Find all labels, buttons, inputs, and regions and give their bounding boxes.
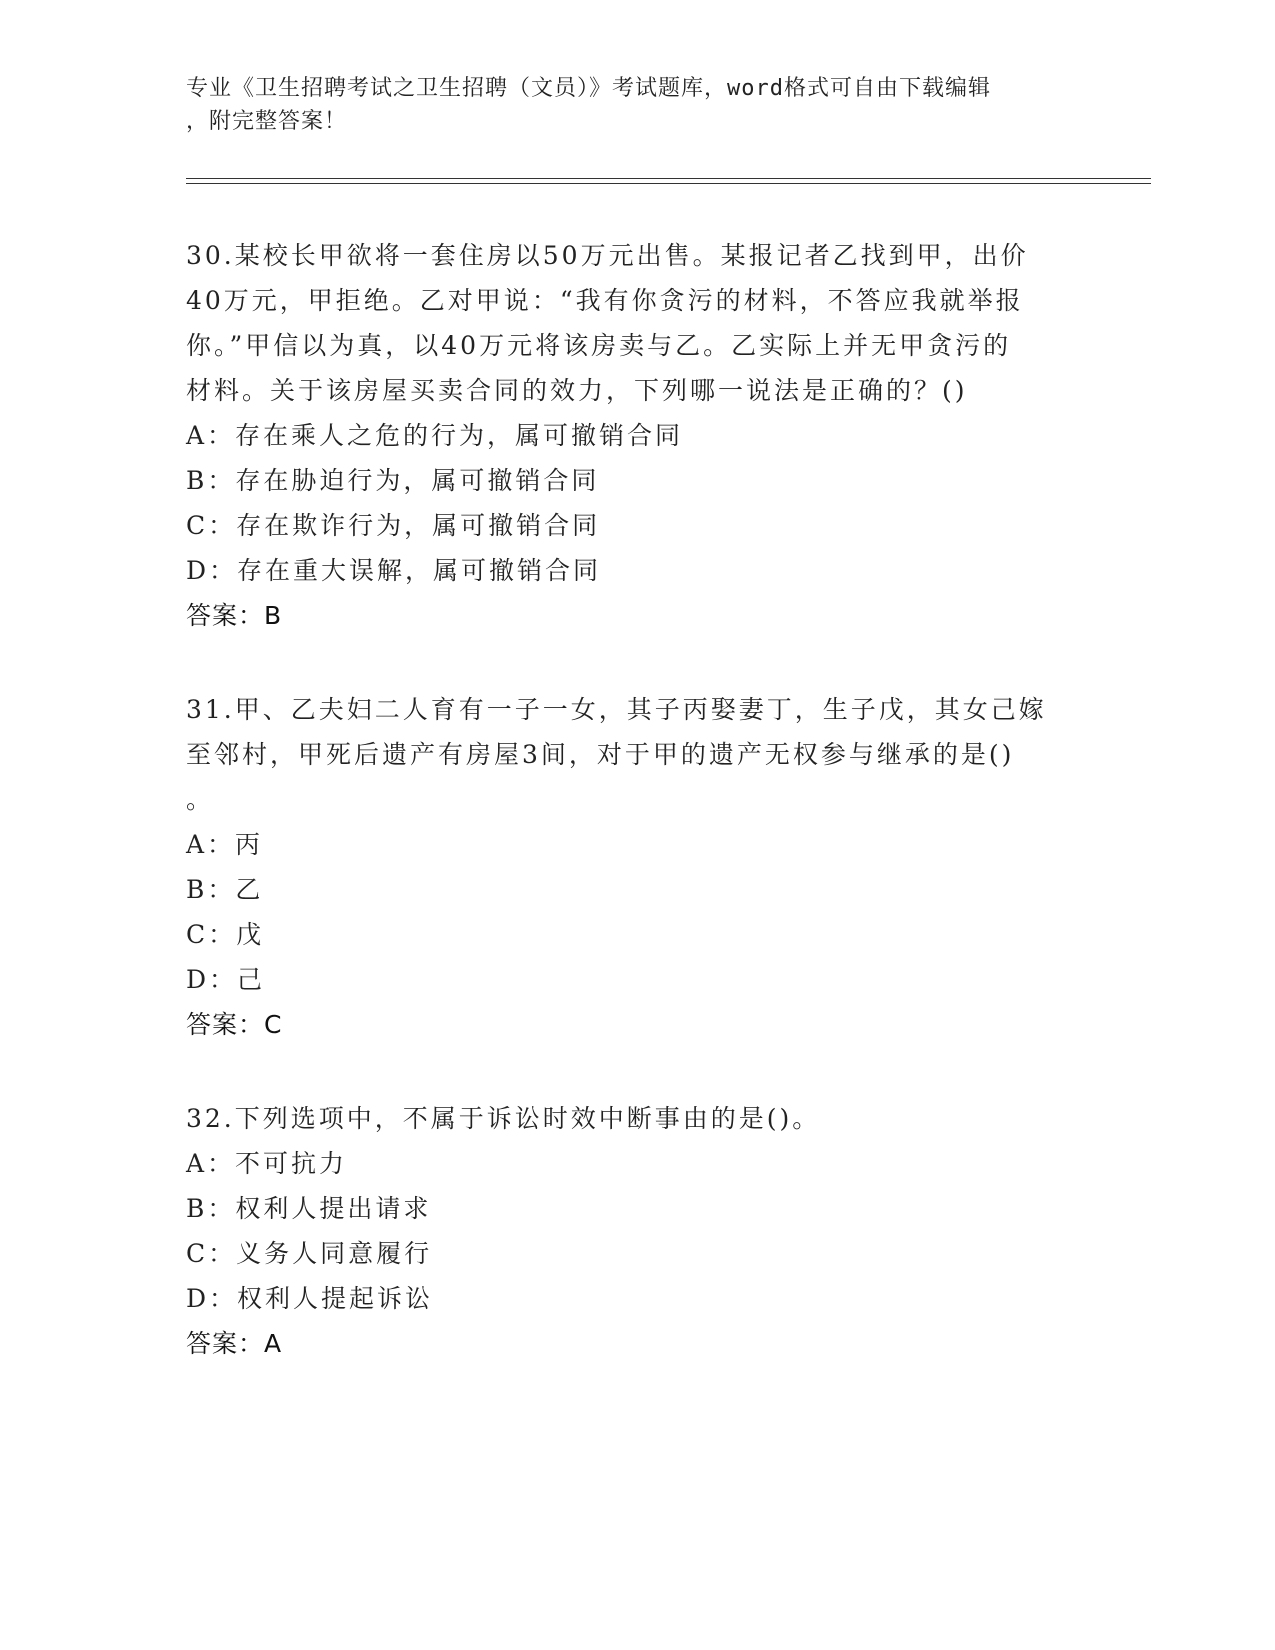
header-line-1: 专业《卫生招聘考试之卫生招聘（文员）》考试题库，word格式可自由下载编辑: [186, 76, 991, 101]
option-d: D：己: [186, 965, 266, 994]
option-d: D：存在重大误解，属可撤销合同: [186, 556, 602, 585]
option-a: A：不可抗力: [186, 1149, 348, 1178]
option-b: B：乙: [186, 875, 264, 904]
option-b: B：权利人提出请求: [186, 1194, 432, 1223]
answer-label: 答案：A: [186, 1329, 283, 1358]
question-stem-line: 40万元，甲拒绝。乙对甲说：“我有你贪污的材料，不答应我就举报: [186, 286, 1024, 315]
question-stem-line: 材料。关于该房屋买卖合同的效力，下列哪一说法是正确的？(): [186, 376, 968, 405]
question-stem-line: 30.某校长甲欲将一套住房以50万元出售。某报记者乙找到甲，出价: [186, 241, 1029, 270]
header-divider-top: [186, 178, 1151, 179]
answer-label: 答案：C: [186, 1010, 283, 1039]
question-31: [186, 687, 1086, 1047]
question-32: [186, 1096, 1086, 1366]
option-c: C：戊: [186, 920, 265, 949]
question-stem-line: 至邻村，甲死后遗产有房屋3间，对于甲的遗产无权参与继承的是(): [186, 740, 1015, 769]
header-line-2: ，附完整答案！: [186, 109, 348, 134]
option-b: B：存在胁迫行为，属可撤销合同: [186, 466, 600, 495]
option-c: C：存在欺诈行为，属可撤销合同: [186, 511, 601, 540]
header-divider-bottom: [186, 183, 1151, 184]
option-c: C：义务人同意履行: [186, 1239, 433, 1268]
question-30: [186, 233, 1086, 638]
document-header: [186, 72, 1066, 138]
option-d: D：权利人提起诉讼: [186, 1284, 434, 1313]
option-a: A：存在乘人之危的行为，属可撤销合同: [186, 421, 684, 450]
question-stem-line: 31.甲、乙夫妇二人育有一子一女，其子丙娶妻丁，生子戊，其女己嫁: [186, 695, 1047, 724]
question-stem-line: 你。”甲信以为真，以40万元将该房卖与乙。乙实际上并无甲贪污的: [186, 331, 1012, 360]
answer-label: 答案：B: [186, 601, 283, 630]
option-a: A：丙: [186, 830, 264, 859]
question-stem-line: 32.下列选项中，不属于诉讼时效中断事由的是()。: [186, 1104, 821, 1133]
question-stem-line: 。: [186, 785, 215, 814]
